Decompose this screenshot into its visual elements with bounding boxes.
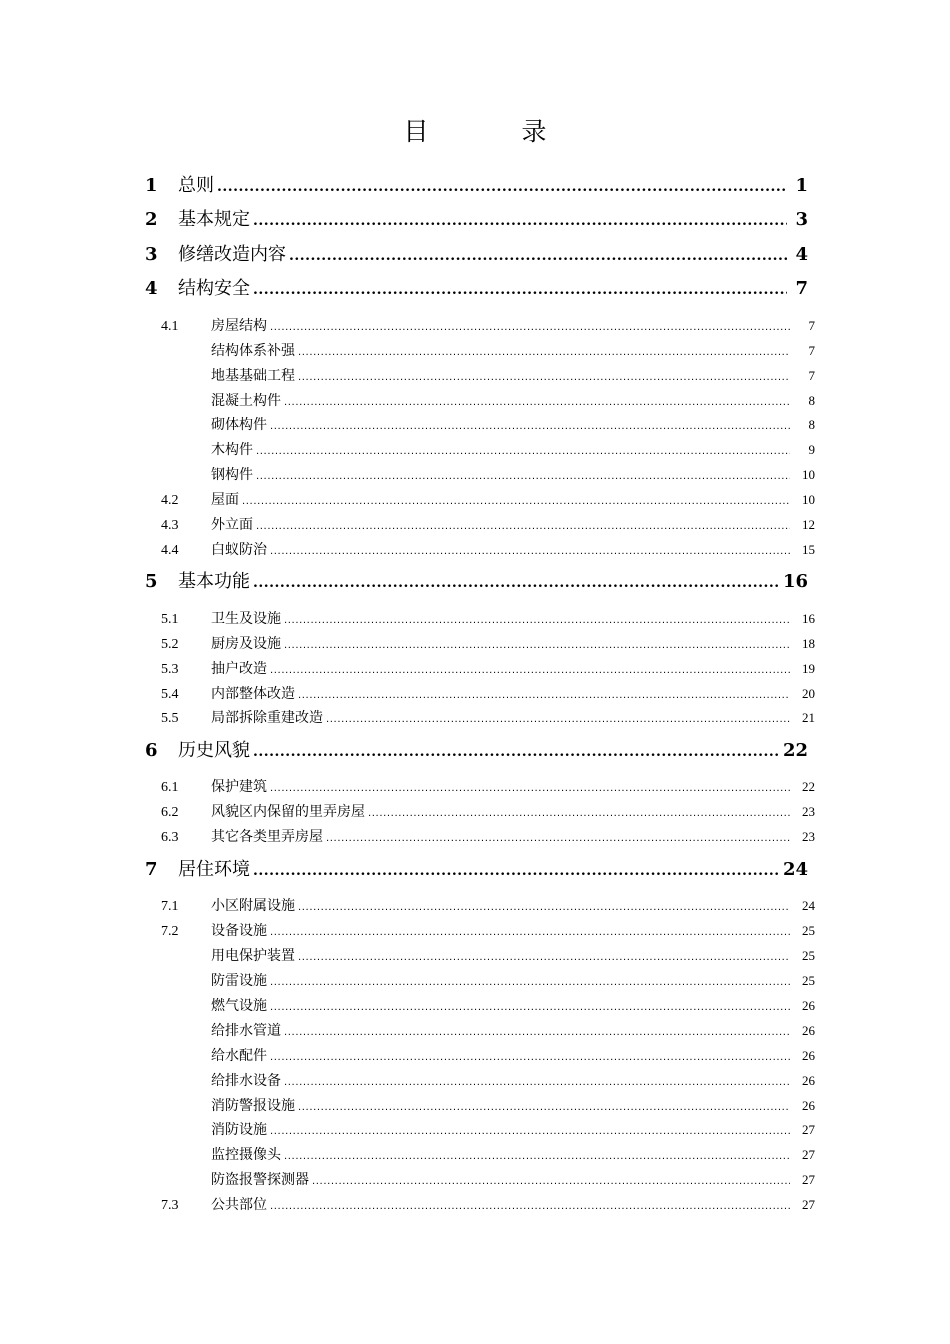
toc-entry-page: 26 <box>802 1073 815 1088</box>
dot-leader <box>253 858 780 884</box>
toc-entry-page: 20 <box>802 686 815 701</box>
toc-entry-label: 用电保护装置 <box>211 948 295 964</box>
toc-entry-page: 21 <box>802 710 815 725</box>
toc-entry-page: 27 <box>802 1147 815 1162</box>
page-title: 目 录 <box>403 117 581 146</box>
toc-entry-label: 修缮改造内容 <box>178 244 286 265</box>
toc-entry-label: 总则 <box>178 175 214 196</box>
toc-entry-label: 消防设施 <box>211 1122 267 1138</box>
toc-entry[interactable] <box>0 738 950 764</box>
toc-entry-label: 基本规定 <box>178 209 250 230</box>
toc-entry[interactable] <box>0 569 950 595</box>
dot-leader <box>253 277 787 303</box>
dot-leader <box>253 208 787 234</box>
dot-leader <box>284 392 790 414</box>
dot-leader <box>284 635 790 657</box>
toc-entry-page: 19 <box>802 661 815 676</box>
toc-entry-page: 26 <box>802 1048 815 1063</box>
toc-entry[interactable] <box>0 414 950 436</box>
dot-leader <box>270 317 790 339</box>
toc-entry-label: 给水配件 <box>211 1048 267 1064</box>
toc-entry-label: 基本功能 <box>178 571 250 592</box>
toc-entry-label: 给排水设备 <box>211 1073 281 1089</box>
toc-entry-page: 25 <box>802 923 815 938</box>
dot-leader <box>270 541 790 563</box>
toc-entry[interactable] <box>0 995 950 1017</box>
toc-entry-label: 设备设施 <box>211 923 267 939</box>
toc-entry[interactable] <box>0 1169 950 1191</box>
toc-entry-label: 防雷设施 <box>211 973 267 989</box>
toc-entry[interactable] <box>0 242 950 268</box>
toc-entry-label: 风貌区内保留的里弄房屋 <box>211 804 365 820</box>
toc-entry-label: 白蚁防治 <box>211 542 267 558</box>
toc-entry[interactable] <box>0 826 950 848</box>
toc-entry-label: 燃气设施 <box>211 998 267 1014</box>
toc-entry-page: 1 <box>795 175 808 196</box>
dot-leader <box>270 1196 790 1218</box>
dot-leader <box>217 174 787 200</box>
toc-entry-page: 8 <box>808 417 815 432</box>
dot-leader <box>298 367 790 389</box>
toc-entry[interactable] <box>0 365 950 387</box>
toc-entry-page: 22 <box>802 779 815 794</box>
toc-entry-label: 居住环境 <box>178 859 250 880</box>
toc-entry-label: 结构安全 <box>178 278 250 299</box>
toc-entry[interactable] <box>0 608 950 630</box>
toc-entry-page: 10 <box>802 492 815 507</box>
toc-entry-page: 3 <box>795 209 808 230</box>
toc-entry-number: 4 <box>145 278 158 299</box>
dot-leader <box>298 342 790 364</box>
dot-leader <box>284 1022 790 1044</box>
toc-entry-label: 公共部位 <box>211 1197 267 1213</box>
toc-entry[interactable] <box>0 340 950 362</box>
toc-entry-number: 1 <box>145 175 158 196</box>
toc-entry-page: 27 <box>802 1197 815 1212</box>
toc-entry-number: 2 <box>145 209 158 230</box>
toc-entry-label: 房屋结构 <box>211 318 267 334</box>
dot-leader <box>312 1171 790 1193</box>
toc-entry[interactable] <box>0 683 950 705</box>
toc-entry-label: 屋面 <box>211 492 239 508</box>
toc-entry-number: 5 <box>145 571 158 592</box>
toc-entry-number: 5.5 <box>161 711 179 726</box>
toc-entry-label: 其它各类里弄房屋 <box>211 829 323 845</box>
toc-entry-number: 4.3 <box>161 518 179 533</box>
toc-entry-page: 24 <box>802 898 815 913</box>
toc-entry-number: 4.4 <box>161 543 179 558</box>
toc-entry-number: 7.3 <box>161 1198 179 1213</box>
toc-entry[interactable] <box>0 1194 950 1216</box>
dot-leader <box>270 1047 790 1069</box>
toc-entry-label: 抽户改造 <box>211 661 267 677</box>
dot-leader <box>289 243 787 269</box>
toc-entry-page: 12 <box>802 517 815 532</box>
toc-entry-page: 25 <box>802 973 815 988</box>
toc-entry[interactable] <box>0 970 950 992</box>
toc-entry-page: 15 <box>802 542 815 557</box>
toc-entry[interactable] <box>0 945 950 967</box>
toc-entry-page: 16 <box>802 611 815 626</box>
dot-leader <box>242 491 790 513</box>
dot-leader <box>298 897 790 919</box>
toc-entry-page: 10 <box>802 467 815 482</box>
toc-entry[interactable] <box>0 801 950 823</box>
toc-entry-number: 7 <box>145 859 158 880</box>
dot-leader <box>298 685 790 707</box>
toc-entry-page: 23 <box>802 804 815 819</box>
toc-entry[interactable] <box>0 1119 950 1141</box>
toc-entry-page: 22 <box>782 740 808 761</box>
toc-entry-page: 27 <box>802 1172 815 1187</box>
toc-entry-page: 26 <box>802 1098 815 1113</box>
toc-entry-label: 结构体系补强 <box>211 343 295 359</box>
toc-entry[interactable] <box>0 390 950 412</box>
dot-leader <box>256 466 790 488</box>
toc-entry-page: 7 <box>808 318 815 333</box>
toc-entry-number: 6.3 <box>161 830 179 845</box>
toc-entry-label: 历史风貌 <box>178 740 250 761</box>
dot-leader <box>298 1097 790 1119</box>
toc-entry-number: 5.1 <box>161 612 179 627</box>
toc-entry-number: 4.1 <box>161 319 179 334</box>
toc-entry-label: 外立面 <box>211 517 253 533</box>
toc-entry-number: 7.1 <box>161 899 179 914</box>
toc-entry[interactable] <box>0 276 950 302</box>
toc-entry-page: 18 <box>802 636 815 651</box>
dot-leader <box>270 1121 790 1143</box>
dot-leader <box>270 972 790 994</box>
toc-entry-label: 防盗报警探测器 <box>211 1172 309 1188</box>
dot-leader <box>326 828 790 850</box>
dot-leader <box>270 922 790 944</box>
toc-entry-label: 厨房及设施 <box>211 636 281 652</box>
dot-leader <box>284 610 790 632</box>
toc-entry[interactable] <box>0 464 950 486</box>
toc-entry[interactable] <box>0 1144 950 1166</box>
dot-leader <box>256 441 790 463</box>
toc-entry-page: 4 <box>795 244 808 265</box>
dot-leader <box>253 570 780 596</box>
dot-leader <box>270 997 790 1019</box>
toc-entry[interactable] <box>0 1020 950 1042</box>
toc-entry-number: 6 <box>145 740 158 761</box>
toc-entry-label: 监控摄像头 <box>211 1147 281 1163</box>
toc-entry-page: 7 <box>808 368 815 383</box>
toc-entry[interactable] <box>0 514 950 536</box>
toc-entry-number: 5.4 <box>161 687 179 702</box>
toc-entry-page: 24 <box>782 859 808 880</box>
dot-leader <box>284 1072 790 1094</box>
toc-entry-page: 25 <box>802 948 815 963</box>
toc-entry-number: 6.1 <box>161 780 179 795</box>
dot-leader <box>284 1146 790 1168</box>
toc-entry[interactable] <box>0 1095 950 1117</box>
toc-entry-label: 砌体构件 <box>211 417 267 433</box>
toc-entry-label: 木构件 <box>211 442 253 458</box>
toc-entry-page: 7 <box>795 278 808 299</box>
dot-leader <box>326 709 790 731</box>
dot-leader <box>253 739 780 765</box>
toc-entry-label: 卫生及设施 <box>211 611 281 627</box>
toc-entry-number: 3 <box>145 244 158 265</box>
toc-entry-label: 混凝土构件 <box>211 393 281 409</box>
toc-entry[interactable] <box>0 207 950 233</box>
toc-entry-number: 7.2 <box>161 924 179 939</box>
toc-entry[interactable] <box>0 173 950 199</box>
toc-entry[interactable] <box>0 707 950 729</box>
toc-entry-page: 9 <box>808 442 815 457</box>
toc-entry-page: 23 <box>802 829 815 844</box>
dot-leader <box>270 778 790 800</box>
toc-entry-page: 16 <box>782 571 808 592</box>
toc-entry-label: 局部拆除重建改造 <box>211 710 323 726</box>
toc-entry-number: 5.3 <box>161 662 179 677</box>
toc-entry[interactable] <box>0 489 950 511</box>
dot-leader <box>368 803 790 825</box>
toc-entry[interactable] <box>0 315 950 337</box>
toc-entry-page: 7 <box>808 343 815 358</box>
toc-entry-number: 5.2 <box>161 637 179 652</box>
toc-entry-label: 保护建筑 <box>211 779 267 795</box>
toc-entry[interactable] <box>0 920 950 942</box>
toc-entry-page: 8 <box>808 393 815 408</box>
toc-entry[interactable] <box>0 857 950 883</box>
toc-entry[interactable] <box>0 539 950 561</box>
toc-entry[interactable] <box>0 776 950 798</box>
dot-leader <box>256 516 790 538</box>
toc-entry-page: 26 <box>802 998 815 1013</box>
toc-entry-page: 27 <box>802 1122 815 1137</box>
dot-leader <box>298 947 790 969</box>
toc-entry[interactable] <box>0 633 950 655</box>
toc-entry-label: 钢构件 <box>211 467 253 483</box>
toc-entry[interactable] <box>0 1045 950 1067</box>
toc-entry-page: 26 <box>802 1023 815 1038</box>
toc-entry[interactable] <box>0 439 950 461</box>
toc-entry[interactable] <box>0 658 950 680</box>
toc-entry-label: 内部整体改造 <box>211 686 295 702</box>
toc-entry[interactable] <box>0 1070 950 1092</box>
dot-leader <box>270 660 790 682</box>
toc-entry-label: 消防警报设施 <box>211 1098 295 1114</box>
toc-entry-label: 小区附属设施 <box>211 898 295 914</box>
toc-entry-number: 6.2 <box>161 805 179 820</box>
toc-entry-label: 给排水管道 <box>211 1023 281 1039</box>
toc-entry-number: 4.2 <box>161 493 179 508</box>
toc-entry-label: 地基基础工程 <box>211 368 295 384</box>
dot-leader <box>270 416 790 438</box>
toc-entry[interactable] <box>0 895 950 917</box>
